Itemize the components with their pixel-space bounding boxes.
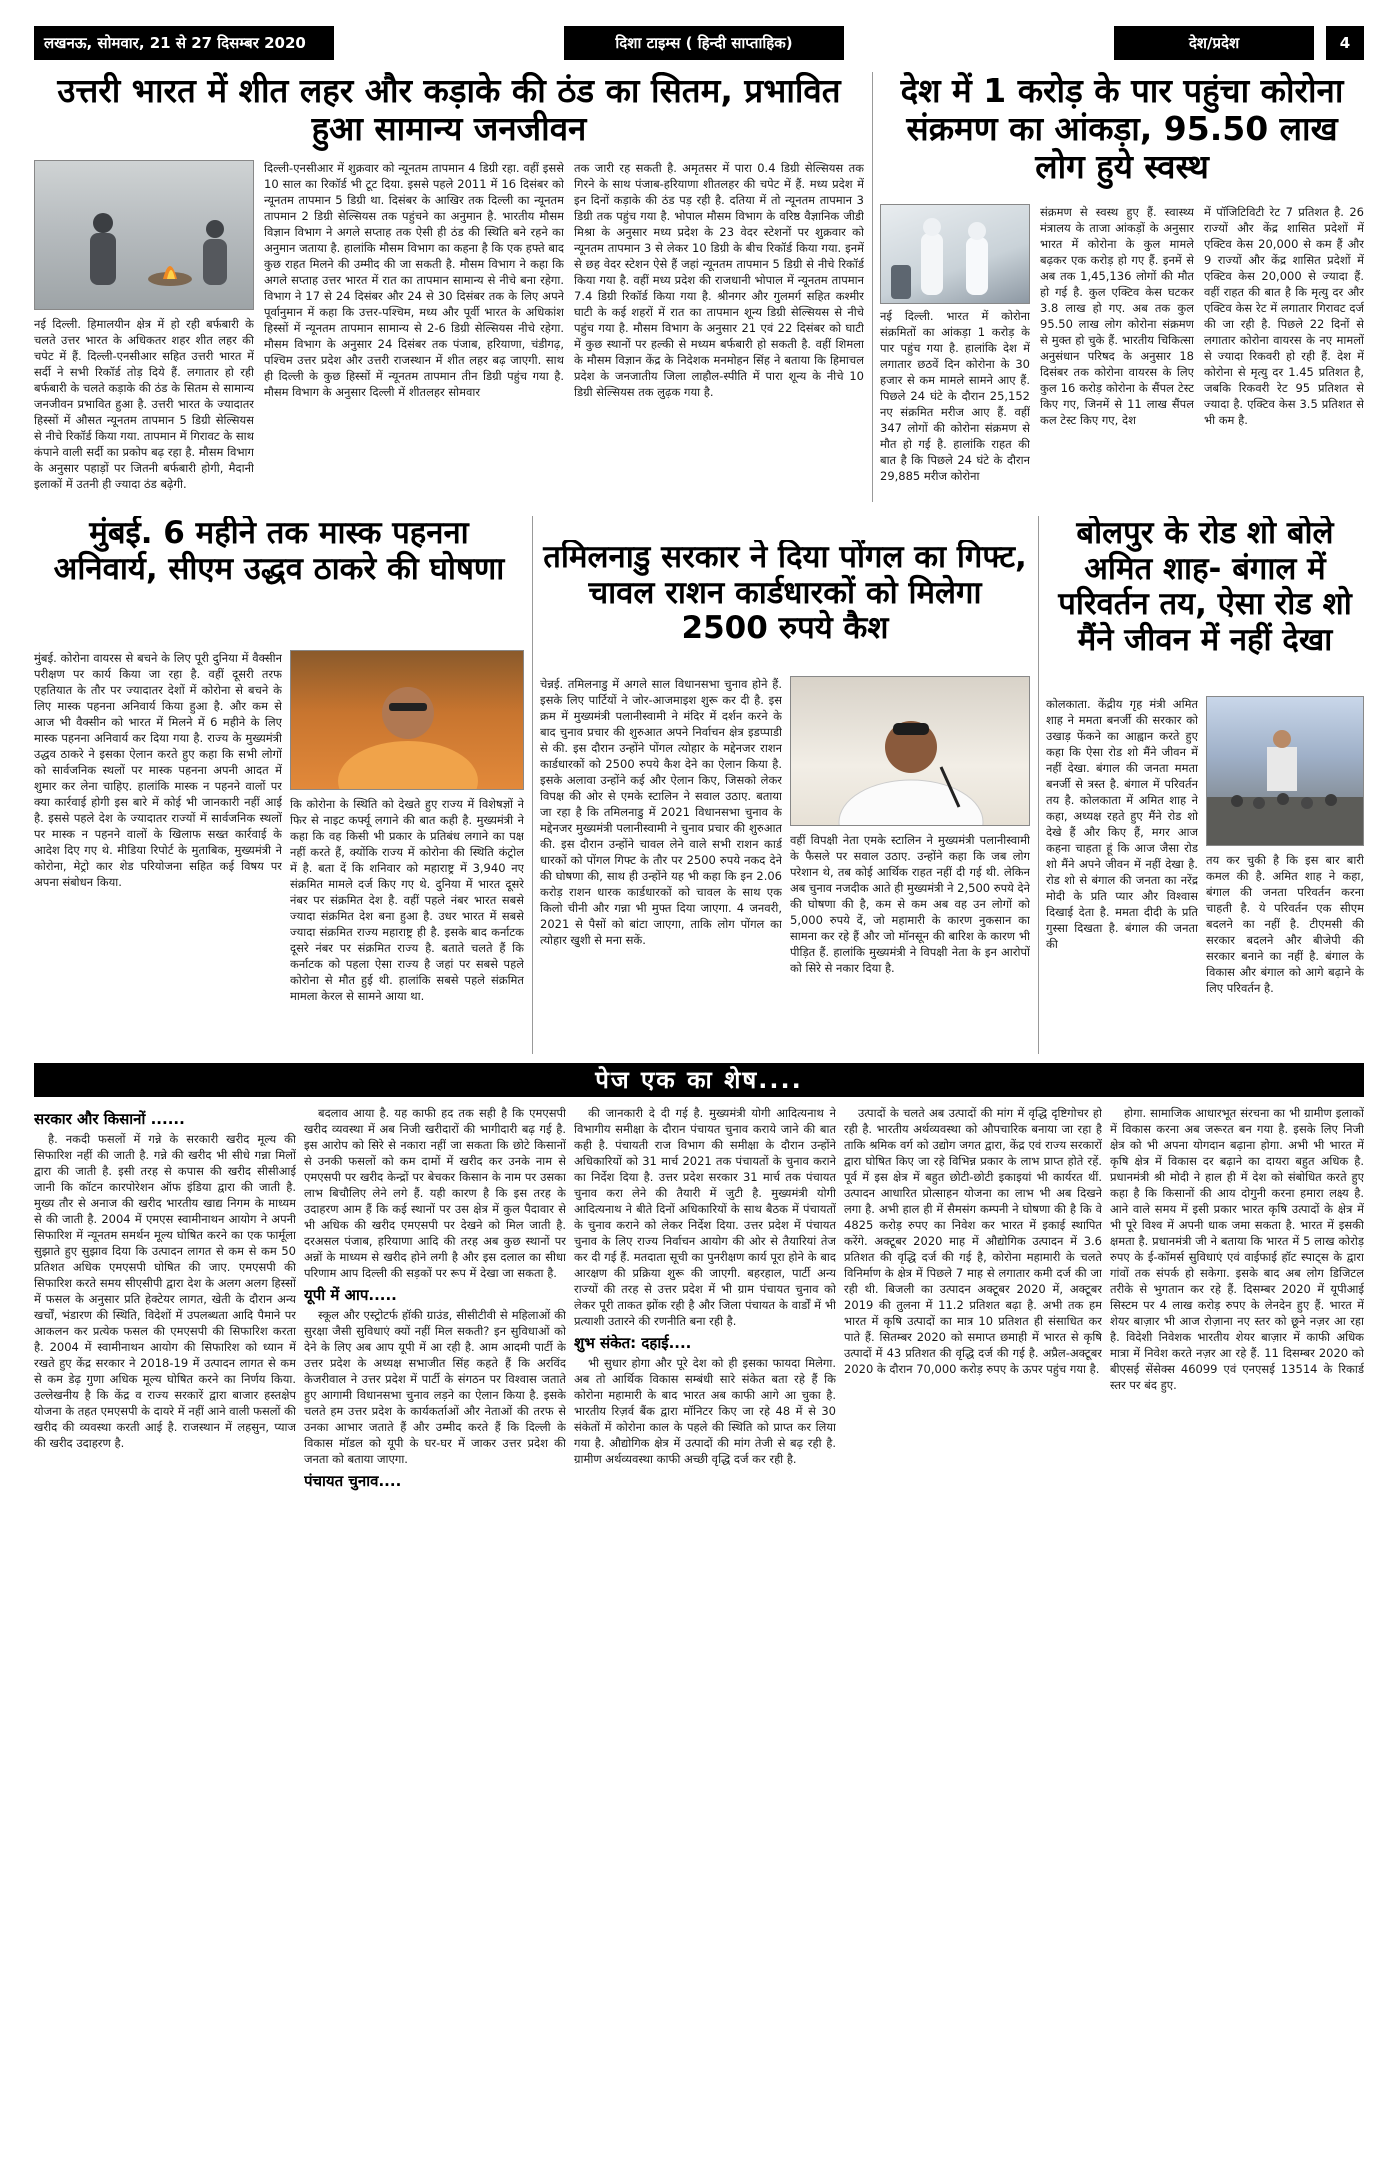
newspaper-name: दिशा टाइम्स ( हिन्दी साप्ताहिक) [564, 26, 844, 60]
pongal-headline: तमिलनाडु सरकार ने दिया पोंगल का गिफ्ट, चावल राशन कार्डधारकों को मिलेगा 2500 रुपये कैश [543, 540, 1027, 647]
farmers-text-col1: है. नकदी फसलों में गन्ने के सरकारी खरीद मूल्य की सिफारिश नहीं की जाती है. गन्ने की खरीद भी सीधे गन्ना मिलों द्वारा की जाती है. इसी तरह से कपास की खरीद सीसीआई जानी कि कॉटन कारपोरेशन ऑफ इंडिया द्वारा की जाती है. मुख्य तौर से अनाज की खरीद भारतीय खाद्य निगम के माध्यम से की जाती है. 2004 में एमएस स्वामीनाथन आयोग ने अपनी सिफारिश में न्यूनतम समर्थन मूल्य घोषित करने का एक फार्मूला सुझाते हुए सुझाव दिया कि उत्पादन लागत से कम से कम 50 प्रतिशत अधिक एमएसपी घोषित की जाए. एमएसपी की सिफारिश करते समय सीएसीपी द्वारा देश के अलग अलग हिस्सों में फसल के अनुसार प्रति हेक्टेयर लागत, खेती के दौरान अन्य खर्चों, भंडारण की स्थिति, विदेशों में उपलब्धता आदि पैमाने पर आकलन कर प्रत्येक फसल की एमएसपी की सिफारिश करता है. 2004 में स्वामीनाथन आयोग की सिफारिश को ध्यान में रखते हुए केंद्र सरकार ने 2018-19 में उत्पादन लागत से कम से कम डेढ़ गुणा अधिक मूल्य घोषित करने का निर्णय किया. उल्लेखनीय है कि केंद्र व राज्य सरकारें द्वारा बाजार हस्तक्षेप योजना के तहत एमएसपी के दायरे में नहीं आने वाली फसलों की खरीद की व्यवस्था करती आई है. राजस्थान में लहसुन, प्याज की खरीद उदाहरण है. [34, 1132, 296, 1450]
pongal-text-col2: वहीं विपक्षी नेता एमके स्टालिन ने मुख्यमंत्री पलानीस्वामी के फैसले पर सवाल उठाए. उन्होंने कहा कि जब लोग परेशान थे, तब कोई आर्थिक राहत नहीं दी गई थी. लेकिन अब चुनाव नजदीक आते ही मुख्यमंत्री ने 2,500 रुपये देने की घोषणा की है, कम से कम अब वह उन लोगों को 5,000 रुपये दें, जो महामारी के कारण नुकसान का सामना कर रहे हैं और जो मॉनसून की बारिश के कारण भी पीड़ित हैं. हालांकि मुख्यमंत्री ने विपक्षी नेता के इन आरोपों को सिरे से नकार दिया है. [790, 833, 1030, 975]
shah-text-col1: कोलकाता. केंद्रीय गृह मंत्री अमित शाह ने ममता बनर्जी की सरकार को उखाड़ फेंकने का आह्वान करते हुए कहा कि ऐसा रोड शो मैंने जीवन में नहीं देखा. बंगाल की जनता ममता बनर्जी से त्रस्त है. बंगाल में परिवर्तन तय है. कोलकाता में अमित शाह ने कहा, अध्यक्ष रहते हुए मैंने रोड शो देखे हैं और किए हैं, मगर आज कहना चाहता हूं कि आज जैसा रोड शो मैंने अपने जीवन में नहीं देखा है. रोड शो से बंगाल की जनता का नरेंद्र मोदी के प्रति प्यार और विश्वास दिखाई देता है. ममता दीदी के प्रति गुस्सा दिखता है. बंगाल की जनता की [1046, 697, 1198, 951]
panchayat-text: की जानकारी दे दी गई है. मुख्यमंत्री योगी आदित्यनाथ ने विभागीय समीक्षा के दौरान पंचायत चुनाव कराये जाने की बात कही है. पंचायती राज विभाग की समीक्षा के दौरान उन्होंने अधिकारियों को 31 मार्च 2021 तक पंचायतों के चुनाव कराने का निर्देश दिया है. उत्तर प्रदेश सरकार 31 मार्च तक पंचायत चुनाव करा लेने की तैयारी में जुटी है. मुख्यमंत्री योगी आदित्यनाथ ने बीते दिनों अधिकारियों के साथ बैठक में पंचायतों के चुनाव कराने को लेकर निर्देश दिया. उत्तर प्रदेश में पंचायत चुनाव के लिए राज्य निर्वाचन आयोग की ओर से तैयारियां तेज कर दी गई हैं. मतदाता सूची का पुनरीक्षण कार्य पूरा होने के बाद आरक्षण की प्रक्रिया शुरू की जाएगी. बहरहाल, पार्टी अन्य राज्यों की तरह से उत्तर प्रदेश में भी ग्राम पंचायत चुनाव को लेकर पूरी ताकत झोंक रही है और जिला पंचायत के वार्डों में भी प्रत्याशी उतारने की रणनीति बना रही है. [574, 1106, 836, 1328]
corona-headline: देश में 1 करोड़ के पार पहुंचा कोरोना संक्रमण का आंकड़ा, 95.50 लाख लोग हुये स्वस्थ [900, 72, 1344, 186]
section-name: देश/प्रदेश [1114, 26, 1314, 60]
speaker-portrait-graphic [291, 651, 524, 790]
aap-column [304, 1105, 566, 2150]
corona-photo [880, 204, 1030, 304]
issue-date: लखनऊ, सोमवार, 21 से 27 दिसम्बर 2020 [34, 26, 334, 60]
shah-text-col2: तय कर चुकी है कि इस बार बारी कमल की है. अमित शाह ने कहा, बंगाल की जनता परिवर्तन करना चाहती है. ये परिवर्तन एक सीएम बदलने का नहीं है. टीएमसी की सरकार बदलने और बीजेपी की सरकार बनाने का नहीं है. बंगाल के विकास और बंगाल को आगे बढ़ाने के लिए परिवर्तन है. [1206, 853, 1364, 995]
speaker-portrait-graphic [791, 677, 1030, 826]
cold-text-col1: नई दिल्ली. हिमालयीन क्षेत्र में हो रही बर्फबारी के चलते उत्तर भारत के अधिकतर शहर शीत लहर की चपेट में हैं. दिल्ली-एनसीआर सहित उत्तरी भारत में सर्दी ने सभी रिकॉर्ड तोड़ दिये हैं. लगातार हो रही बर्फबारी के चलते कड़ाके की ठंड के सितम से सामान्य जनजीवन प्रभावित हुआ है. उत्तरी भारत के ज्यादातर हिस्सों में औसत न्यूनतम तापमान 5 डिग्री सेल्सियस से नीचे रिकॉर्ड किया गया. तापमान में गिरावट के साथ कंपाने वाली सर्दी का प्रकोप बढ़ रहा है. मौसम विभाग के अनुसार पहाड़ों पर जितनी बर्फबारी होगी, मैदानी इलाकों में उतनी ही ज्यादा ठंड बढ़ेगी. [34, 317, 254, 491]
mask-text-col2: कि कोरोना के स्थिति को देखते हुए राज्य में विशेषज्ञों ने फिर से नाइट कर्फ्यू लगाने की बात कही है. मुख्यमंत्री ने कहा कि वह किसी भी प्रकार के प्रतिबंध लगाने का पक्ष नहीं करते हैं, क्योंकि राज्य में कोरोना की स्थिति कंट्रोल में है. बता दें कि शनिवार को महाराष्ट्र में 3,940 नए संक्रमित मामले दर्ज किए गए थे. दुनिया में भारत दूसरे नंबर पर संक्रमित देश है. वहीं पहले नंबर भारत सबसे ज्यादा संक्रमित देश बना हुआ है. उधर भारत में सबसे ज्यादा संक्रमित राज्य महाराष्ट्र ही है. इसके बाद कर्नाटक दूसरे नंबर पर संक्रमित राज्य है. बताते चलते हैं कि कर्नाटक को पहला ऐसा राज्य है जहां पर सबसे पहले कोरोना से मौत हुई थी. हालांकि सबसे पहले संक्रमित मामला केरल से सामने आया था. [290, 797, 524, 1003]
cold-figure-graphic [35, 161, 254, 310]
economy-text-col1: भी सुधार होगा और पूरे देश को ही इसका फायदा मिलेगा. अब तो आर्थिक विकास सम्बंधी सारे संकेत बता रहे हैं कि कोरोना महामारी के बाद भारत अब काफी आगे आ चुका है. भारतीय रिज़र्व बैंक द्वारा मॉनिटर किए जा रहे 48 में से 30 संकेतों में कोरोना काल के पहले की स्थिति को प्राप्त कर लिया गया है. औद्योगिक क्षेत्र में उत्पादों की मांग तेजी से बढ़ रही है. ग्रामीण अर्थव्यवस्था काफी अच्छी वृद्धि दर्ज कर रही है. [574, 1356, 836, 1466]
continuation-band: पेज एक का शेष.... [34, 1063, 1364, 1097]
corona-text-col1: नई दिल्ली. भारत में कोरोना संक्रमितों का आंकड़ा 1 करोड़ के पार पहुंच गया है. हालांकि देश में लगातार छठवें दिन कोरोना के 30 हजार से कम मामले सामने आए हैं. पिछले 24 घंटे के दौरान 25,152 नए संक्रमित मरीज आए हैं. वहीं 347 लोगों की कोरोना संक्रमण से मौत हो गई है. हालांकि राहत की बात है कि पिछले 24 घंटे के दौरान 29,885 मरीज कोरोना [880, 309, 1030, 483]
column-divider [872, 72, 873, 502]
cold-text-col2: दिल्ली-एनसीआर में शुक्रवार को न्यूनतम तापमान 4 डिग्री रहा. वहीं इससे 10 साल का रिकॉर्ड भी टूट दिया. इससे पहले 2011 में 16 दिसंबर को न्यूनतम तापमान 5 डिग्री था. दिसंबर के आखिर तक दिल्ली का न्यूनतम तापमान 2 डिग्री सेल्सियस तक पहुंचने का अनुमान है. भारतीय मौसम विज्ञान विभाग ने अगले सप्ताह तक ऐसी ही ठंड की स्थिति बने रहने का अनुमान जताया है. हालांकि मौसम विभाग का कहना है कि एक हफ्ते बाद कुछ राहत मिलने की उम्मीद की जा सकती है. मौसम विभाग ने कहा कि अगले सप्ताह उत्तर भारत में रात का तापमान सामान्य से नीचे बना रहेगा. विभाग ने 17 से 24 दिसंबर और 24 से 30 दिसंबर तक के लिए अपने पूर्वानुमान में कहा कि उत्तर-पश्चिम, मध्य और पूर्वी भारत के अधिकांश हिस्सों में न्यूनतम तापमान सामान्य से 2-6 डिग्री सेल्सियस नीचे रहेगा. मौसम विभाग के अनुसार 24 दिसंबर तक पंजाब, हरियाणा, चंडीगढ़, पश्चिम उत्तर प्रदेश और उत्तरी राजस्थान में शीत लहर बढ़ जाएगी. साथ ही दिल्ली के कुछ हिस्सों में न्यूनतम तापमान तीन डिग्री पहुंच गया है. मौसम विभाग के अनुसार दिल्ली में शीतलहर सोमवार [264, 161, 564, 399]
economy-subhead: शुभ संकेत: दहाई.... [574, 1334, 692, 1352]
roadshow-crowd-graphic [1207, 697, 1364, 846]
palaniswami-photo [790, 676, 1030, 826]
corona-text-col2: संक्रमण से स्वस्थ हुए हैं. स्वास्थ्य मंत्रालय के ताजा आंकड़ों के अनुसार भारत में कोरोना के कुल मामले बढ़कर एक करोड़ हो गए हैं. इनमें से अब तक 1,45,136 लोगों की मौत हो गई है. कुल एक्टिव केस घटकर 3.8 लाख हो गए. अब तक कुल 95.50 लाख लोग कोरोना संक्रमण से मुक्त हो चुके हैं. भारतीय चिकित्सा अनुसंधान परिषद के अनुसार 18 दिसंबर तक कोरोना वायरस के लिए कुल 16 करोड़ कोरोना के सैंपल टेस्ट किए गए, जिनमें से 11 लाख सैंपल कल टेस्ट किए गए, देश [1040, 205, 1194, 427]
page-header [34, 26, 1364, 60]
ppe-worker-graphic [881, 205, 1030, 304]
shah-headline: बोलपुर के रोड शो बोले अमित शाह- बंगाल में परिवर्तन तय, ऐसा रोड शो मैंने जीवन में नहीं देखा [1058, 516, 1352, 658]
economy-column-2 [1110, 1105, 1364, 2150]
cold-headline: उत्तरी भारत में शीत लहर और कड़ाके की ठंड का सितम, प्रभावित हुआ सामान्य जनजीवन [57, 72, 841, 148]
mask-headline: मुंबई. 6 महीने तक मास्क पहनना अनिवार्य, सीएम उद्धव ठाकरे की घोषणा [53, 516, 505, 587]
farmers-text-col2: बदलाव आया है. यह काफी हद तक सही है कि एमएसपी खरीद व्यवस्था में अब निजी खरीदारों की भागीदारी बढ़ गई है. इस आरोप को सिरे से नकारा नहीं जा सकता कि छोटे किसानों से उनकी फसलों को कम दामों में खरीद कर उनके नाम से एमएसपी पर खरीद केन्द्रों पर बेचकर किसान के नाम पर उसका लाभ बिचौलिए लेने लगे हैं. यही कारण है कि इस तरह के उदाहरण आम हैं कि कई स्थानों पर उस क्षेत्र में कुल पैदावार से भी अधिक की खरीद एमएसपी पर देखने को मिल जाती है. दरअसल पंजाब, हरियाणा आदि की तरह अब कुछ स्थानों पर अन्नों के माध्यम से खरीद होने लगी है और इस दलाल का सीधा परिणाम आप दिल्ली की सड़कों पर रूप में देखा जा सकता है. [304, 1106, 566, 1280]
panchayat-column [574, 1105, 836, 2150]
column-divider [532, 516, 533, 1054]
roadshow-photo [1206, 696, 1364, 846]
economy-text-col3: होगा. सामाजिक आधारभूत संरचना का भी ग्रामीण इलाकों में विकास करना अब जरूरत बन गया है. इसके लिए निजी क्षेत्र को भी अपना योगदान बढ़ाना होगा. अभी भी भारत में कृषि क्षेत्र में विकास दर बढ़ाने का दायरा बहुत अधिक है. प्रधानमंत्री श्री मोदी ने हाल ही में देश को संबोधित करते हुए कहा है कि किसानों की आय दोगुनी करना हमारा लक्ष्य है. आने वाले समय में इसी प्रकार भारत कृषि उत्पादों के क्षेत्र में भी पूरे विश्व में अपनी धाक जमा सकता है. भारत में इसकी क्षमता है. प्रधानमंत्री जी ने बताया कि भारत में 5 लाख कोरोड़ रुपए के ई-कॉमर्स सुविधाएं एवं वाईफाई हॉट स्पाट्स के द्वारा गांवों तक संपर्क हो सकेगा. इसके बाद अब लोग डिजिटल तरीके से भुगतान कर रहे हैं. दिसम्बर 2020 में यूपीआई सिस्टम पर 4 लाख करोड़ रुपए के लेनदेन हुए हैं. भारत में शेयर बाज़ार भी आज रोज़ाना नए स्तर को छूने नज़र आ रहा है. विदेशी निवेशक भारतीय शेयर बाज़ार में काफी अधिक मात्रा में निवेश करते नज़र आ रहे हैं. 11 दिसम्बर 2020 को बीएसई सेंसेक्स 46099 एवं एनएसई 13514 के रिकार्ड स्तर पर बंद हुए. [1110, 1106, 1364, 1392]
panchayat-subhead: पंचायत चुनाव.... [304, 1472, 402, 1490]
pongal-text-col1: चेन्नई. तमिलनाडु में अगले साल विधानसभा चुनाव होने हैं. इसके लिए पार्टियों ने जोर-आजमाइश शुरू कर दी है. इस क्रम में मुख्यमंत्री पलानीस्वामी ने मंदिर में दर्शन करने के बाद चुनाव प्रचार की शुरुआत अपने निर्वाचन क्षेत्र इडप्पाडी से की. इस दौरान उन्होंने पोंगल त्योहार के मद्देनजर राशन कार्डधारकों को 2500 रुपये कैश देने का ऐलान किया है. इसके अलावा उन्होंने कई और ऐलान किए, जिसको लेकर विपक्ष की ओर से एमके स्टालिन ने सवाल उठाए. बताया जा रहा है कि तमिलनाडु में 2021 विधानसभा चुनाव के मद्देनजर मुख्यमंत्री पलानीस्वामी ने चुनाव प्रचार की शुरुआत की. इस दौरान उन्होंने चावल लेने वाले सभी राशन कार्ड धारकों को पोंगल गिफ्ट के तौर पर 2500 रुपये नकद देने की घोषणा की, साथ ही उन्होंने यह भी कहा कि इन 2.06 करोड़ राशन धारक कार्डधारकों को चावल के साथ एक किलो चीनी और गन्ना भी मुफ्त दिया जाएगा. 4 जनवरी, 2021 से पैसों को बांटा जाएगा, ताकि लोग पोंगल का त्योहार खुशी से मना सकें. [540, 677, 782, 947]
corona-text-col3: में पॉजिटिविटी रेट 7 प्रतिशत है. 26 राज्यों और केंद्र शासित प्रदेशों में एक्टिव केस 20,000 से कम हैं और 9 राज्यों और केंद्र शासित प्रदेशों में एक्टिव केस 20,000 से ज्यादा हैं. वहीं राहत की बात है कि मृत्यु दर और एक्टिव केस रेट में लगातार गिरावट दर्ज की जा रही है. पिछले 22 दिनों से लगातार कोरोना वायरस के नए मामलों से ज्यादा रिकवरी हो रही हैं. देश में कोरोना से मृत्यु दर 1.45 प्रतिशत है, जबकि रिकवरी रेट 95 प्रतिशत से ज्यादा है. एक्टिव केस 3.5 प्रतिशत से भी कम है. [1204, 205, 1364, 427]
uddhav-photo [290, 650, 524, 790]
cold-text-col3: तक जारी रह सकती है. अमृतसर में पारा 0.4 डिग्री सेल्सियस तक गिरने के साथ पंजाब-हरियाणा शीतलहर की चपेट में हैं. मध्य प्रदेश में इन दिनों कड़ाके की ठंड पड़ रही है. दतिया में तो न्यूनतम तापमान 3 डिग्री तक पहुंच गया है. भोपाल मौसम विभाग के वरिष्ठ वैज्ञानिक जीडी मिश्रा के अनुसार मध्य प्रदेश के 23 वेदर स्टेशनों पर शुक्रवार को न्यूनतम तापमान 3 से लेकर 10 डिग्री के बीच रिकॉर्ड किया गया. इनमें से छह वेदर स्टेशन ऐसे हैं जहां न्यूनतम तापमान 5 डिग्री से नीचे रिकॉर्ड किया गया है. वहीं मध्य प्रदेश की राजधानी भोपाल में न्यूनतम तापमान 7.4 डिग्री रिकॉर्ड किया गया है. श्रीनगर और गुलमर्ग सहित कश्मीर घाटी के कई शहरों में रात का तापमान शून्य डिग्री सेल्सियस से नीचे पहुंच गया है. मौसम विभाग के अनुसार 21 एवं 22 दिसंबर को घाटी में कुछ स्थानों पर हल्की से मध्यम बर्फबारी हो सकती है. वहीं शिमला के मौसम विज्ञान केंद्र के निदेशक मनमोहन सिंह ने बताया कि हिमाचल प्रदेश के जनजातीय जिला लाहौल-स्पीति में पारा शून्य के नीचे 10 डिग्री सेल्सियस तक लुढ़क गया है. [574, 161, 864, 399]
column-divider [1038, 516, 1039, 1054]
farmers-subhead: सरकार और किसानों ...... [34, 1110, 185, 1128]
economy-text-col2: उत्पादों के चलते अब उत्पादों की मांग में वृद्धि दृष्टिगोचर हो रही है. भारतीय अर्थव्यवस्था को औपचारिक बनाया जा रहा है ताकि श्रमिक वर्ग को उद्योग जगत द्वारा, केंद्र एवं राज्य सरकारों द्वारा घोषित किए जा रहे विभिन्न प्रकार के लाभ प्राप्त होते रहें. पूर्व में इस क्षेत्र में बहुत छोटी-छोटी इकाइयां भी कार्यरत थीं. उत्पादन आधारित प्रोत्साहन योजना का लाभ भी अब दिखने लगा है. अभी हाल ही में सैमसंग कम्पनी ने घोषणा की है कि वे 4825 करोड़ रुपए का निवेश कर भारत में इकाई स्थापित करेंगे. अक्टूबर 2020 माह में औद्योगिक उत्पादन में 3.6 प्रतिशत की वृद्धि दर्ज की गई है, कोरोना महामारी के चलते विनिर्माण के क्षेत्र में पिछले 7 माह से लगातार कमी दर्ज की जा रही थी. बिजली का उत्पादन अक्टूबर 2020 में, अक्टूबर 2019 की तुलना में 11.2 प्रतिशत बढ़ा है. अभी तक हम भारत में कृषि उत्पादों का मात्र 10 प्रतिशत ही संसाधित कर पाते हैं. सितम्बर 2020 को समाप्त छमाही में भारत से कृषि उत्पादों में 43 प्रतिशत की वृद्धि दर्ज की गई है. अप्रैल-अक्टूबर 2020 के दौरान 70,000 करोड़ रुपए के ऊपर पहुंच गया है. [844, 1106, 1102, 1376]
economy-column [844, 1105, 1102, 2150]
farmers-column [34, 1105, 296, 2150]
mask-text-col1: मुंबई. कोरोना वायरस से बचने के लिए पूरी दुनिया में वैक्सीन परीक्षण पर कार्य किया जा रहा है. वहीं दूसरी तरफ एहतियात के तौर पर ज्यादातर देशों में कोरोना से बचने के लिए मास्क पहनना अनिवार्य किया हुआ है. और कम से आज भी वैक्सीन को भारत में मिलने में 6 महीने के लिए मास्क पहनना अनिवार्य कर दिया गया है. राज्य के मुख्यमंत्री उद्धव ठाकरे ने इसका ऐलान करते हुए कहा कि सभी लोगों को सार्वजनिक स्थलों पर मास्क पहनना अपनी आदत में शुमार कर लेना चाहिए. हालांकि मास्क न पहनने वालों पर क्या कार्रवाई होगी इस बारे में कोई भी जानकारी नहीं आई है. इससे पहले देश के ज्यादातर राज्यों में सार्वजनिक स्थलों पर मास्क न पहनने वालों के खिलाफ सख्त कार्रवाई के आदेश दिए गए थे. मीडिया रिपोर्ट के मुताबिक, मुख्यमंत्री ने कोरोना, मेट्रो कार शेड परियोजना सहित कई विषय पर अपना संबोधन किया. [34, 651, 282, 889]
cold-photo [34, 160, 254, 310]
aap-subhead: यूपी में आप..... [304, 1286, 397, 1304]
page-number: 4 [1326, 26, 1364, 60]
aap-text: स्कूल और एस्ट्रोटर्फ हॉकी ग्राउंड, सीसीटीवी से महिलाओं की सुरक्षा जैसी सुविधाएं क्यों नहीं मिल सकती? इन सुविधाओं को देने के लिए अब आप यूपी में आ रही है. आम आदमी पार्टी के उत्तर प्रदेश के अध्यक्ष सभाजीत सिंह कहते हैं कि अरविंद केजरीवाल ने उत्तर प्रदेश में पार्टी के संगठन पर विश्वास जताते हुए आगामी विधानसभा चुनाव लड़ने का ऐलान किया है. इसके चलते हम उत्तर प्रदेश के कार्यकर्ताओं और नेताओं की तरफ से उनका आभार जताते हैं और उम्मीद करते हैं कि दिल्ली के विकास मॉडल को यूपी के घर-घर में जाकर उत्तर प्रदेश की जनता को बताया जाएगा. [304, 1308, 566, 1466]
